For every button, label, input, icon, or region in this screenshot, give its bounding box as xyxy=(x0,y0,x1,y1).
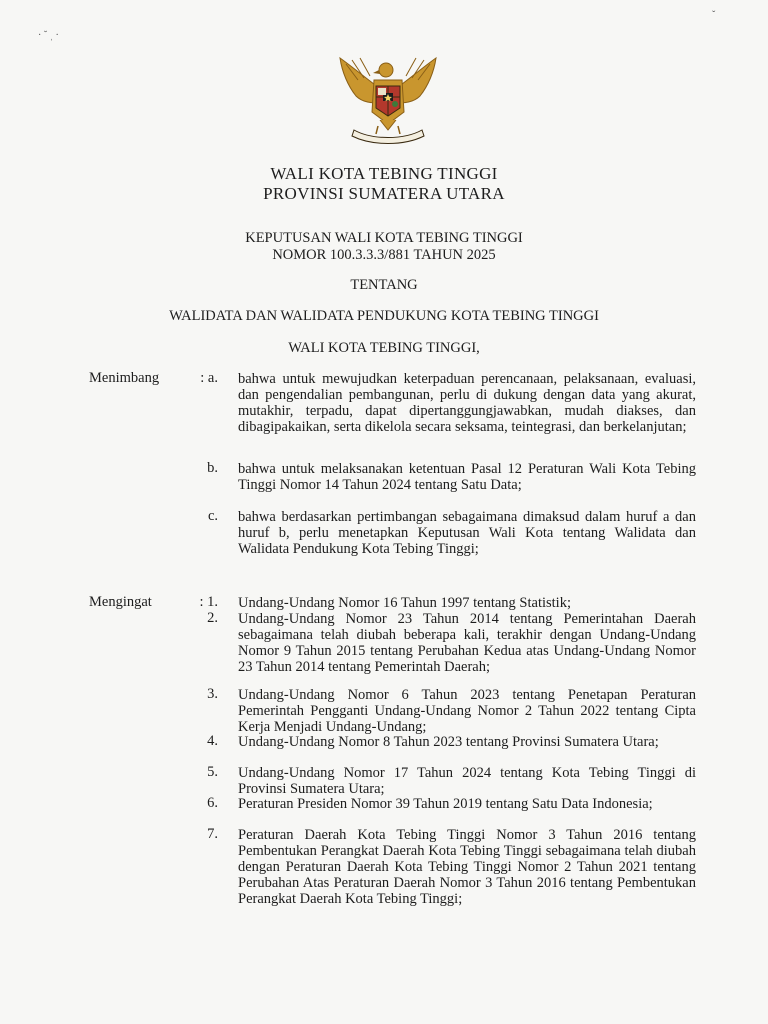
list-marker: c. xyxy=(207,508,218,524)
list-item-text: Undang-Undang Nomor 23 Tahun 2014 tentang Pemerintahan Daerah sebagaimana telah diubah beberapa kali, terakhir dengan Undang-Undang Nomor 9 Tahun 2015 tentang Perubahan Kedua atas Undang-Undang Nomor 23 Tahun 2014 tentang Pemerintah Daerah; xyxy=(238,611,696,675)
list-marker: : 1. xyxy=(199,594,218,610)
list-item-text: Undang-Undang Nomor 17 Tahun 2024 tentang Kota Tebing Tinggi di Provinsi Sumatera Utara; xyxy=(238,765,696,797)
list-marker: : a. xyxy=(200,370,218,386)
decree-name: KEPUTUSAN WALI KOTA TEBING TINGGI xyxy=(245,230,523,246)
garuda-emblem-icon xyxy=(332,50,444,146)
issuer-header xyxy=(0,164,768,204)
list-marker: 5. xyxy=(207,764,218,780)
list-item-text: Peraturan Presiden Nomor 39 Tahun 2019 tentang Satu Data Indonesia; xyxy=(238,796,653,812)
tentang-heading: TENTANG xyxy=(350,277,418,293)
issuer-city: WALI KOTA TEBING TINGGI xyxy=(270,164,498,183)
list-marker: 2. xyxy=(207,610,218,626)
list-item-text: Peraturan Daerah Kota Tebing Tinggi Nomor 3 Tahun 2016 tentang Pembentukan Perangkat Daerah Kota Tebing Tinggi sebagaimana telah diubah dengan Peraturan Daerah Kota Tebing Tinggi Nomor 2 Tahun 2021 tentang Perubahan Atas Peraturan Daerah Nomor 3 Tahun 2016 tentang Pembentukan Perangkat Daerah Kota Tebing Tinggi; xyxy=(238,827,696,907)
decree-title xyxy=(0,230,768,264)
mengingat-label: Mengingat xyxy=(89,594,152,610)
menimbang-label: Menimbang xyxy=(89,370,160,386)
list-item-text: Undang-Undang Nomor 16 Tahun 1997 tentang Statistik; xyxy=(238,595,571,611)
list-marker: 3. xyxy=(207,686,218,702)
list-marker: 6. xyxy=(207,795,218,811)
scan-artifact: · ˘ ˌ · xyxy=(38,30,59,41)
list-item-text: bahwa untuk melaksanakan ketentuan Pasal 12 Peraturan Wali Kota Tebing Tinggi Nomor 14 Tahun 2024 tentang Satu Data; xyxy=(238,461,696,493)
list-marker: 7. xyxy=(207,826,218,842)
list-item-text: bahwa berdasarkan pertimbangan sebagaimana dimaksud dalam huruf a dan huruf b, perlu menetapkan Keputusan Wali Kota tentang Walidata dan Walidata Pendukung Kota Tebing Tinggi; xyxy=(238,509,696,557)
issuer-province: PROVINSI SUMATERA UTARA xyxy=(263,184,505,203)
decree-subject: WALIDATA DAN WALIDATA PENDUKUNG KOTA TEBING TINGGI xyxy=(169,308,599,324)
authority-line: WALI KOTA TEBING TINGGI, xyxy=(288,340,480,356)
list-item-text: Undang-Undang Nomor 6 Tahun 2023 tentang Penetapan Peraturan Pemerintah Pengganti Undang-Undang Nomor 2 Tahun 2022 tentang Cipta Kerja Menjadi Undang-Undang; xyxy=(238,687,696,735)
scan-artifact: ˇ xyxy=(712,10,716,21)
list-item-text: bahwa untuk mewujudkan keterpaduan perencanaan, pelaksanaan, evaluasi, dan pengendalian pembangunan, perlu di dukung dengan data yang akurat, mutakhir, terpadu, dapat dipertanggungjawabkan, mudah diakses, dan dibagipakaikan, serta dikelola secara seksama, teintegrasi, dan berkelanjutan; xyxy=(238,371,696,435)
list-marker: b. xyxy=(207,460,218,476)
list-marker: 4. xyxy=(207,733,218,749)
list-item-text: Undang-Undang Nomor 8 Tahun 2023 tentang Provinsi Sumatera Utara; xyxy=(238,734,659,750)
decree-number: NOMOR 100.3.3.3/881 TAHUN 2025 xyxy=(272,247,496,263)
